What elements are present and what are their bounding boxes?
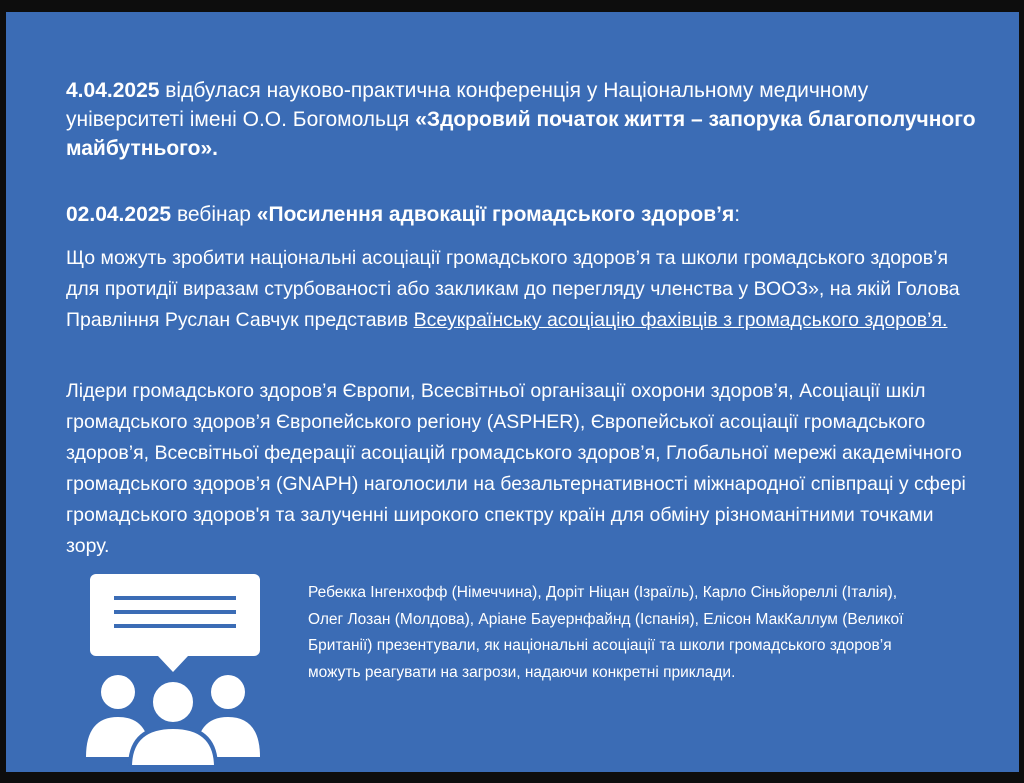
leaders-paragraph: Лідери громадського здоров’я Європи, Всесвітньої організації охорони здоров’я, Асоціації шкіл громадського здоров’я Європейського регіону (ASPHER), Європейської асоціації громадського здоров’я, Всесвітньої федерації асоціацій громадського здоров’я, Глобальної мережі академічного громадського здоров’я (GNAPH) наголосили на безальтернативності міжнародної співпраці у сфері громадського здоров'я та залученні широкого спектру країн для обміну різноманітними точками зору. [66, 380, 966, 557]
news-text: вебінар [171, 203, 257, 226]
news-slide [6, 12, 1019, 772]
news-text: відбулася науково-практична конференція у Національному медичному університеті імені О.О. Богомольця [66, 79, 869, 131]
news-item-webinar [66, 200, 976, 229]
association-link[interactable]: Всеукраїнську асоціацію фахівців з громадського здоров’я. [413, 309, 948, 331]
discussion-group-icon [78, 572, 268, 767]
speakers-paragraph: Ребекка Інгенхофф (Німеччина), Доріт Ніцан (Ізраїль), Карло Сіньйореллі (Італія), Олег Лозан (Молдова), Аріане Бауернфайнд (Іспанія), Елісон МакКаллум (Великої Британії) презентували, як національні асоціації та школи громадського здоров’я можуть реагувати на загрози, надаючи конкретні приклади. [308, 584, 904, 681]
news-title: «Здоровий початок життя – запорука благополучного майбутнього». [66, 108, 976, 160]
news-title: «Посилення адвокації громадського здоров’я [256, 203, 735, 226]
news-date: 4.04.2025 [66, 79, 160, 102]
news-item-conference [66, 76, 976, 163]
news-colon: : [734, 203, 741, 226]
webinar-quote [66, 243, 976, 336]
news-date: 02.04.2025 [66, 203, 172, 226]
quote-text: Що можуть зробити національні асоціації громадського здоров’я та школи громадського здоров’я для протидії виразам стурбованості або закликам до перегляду членства у ВООЗ», на якій Голова Правління Руслан Савчук представив [66, 247, 960, 331]
